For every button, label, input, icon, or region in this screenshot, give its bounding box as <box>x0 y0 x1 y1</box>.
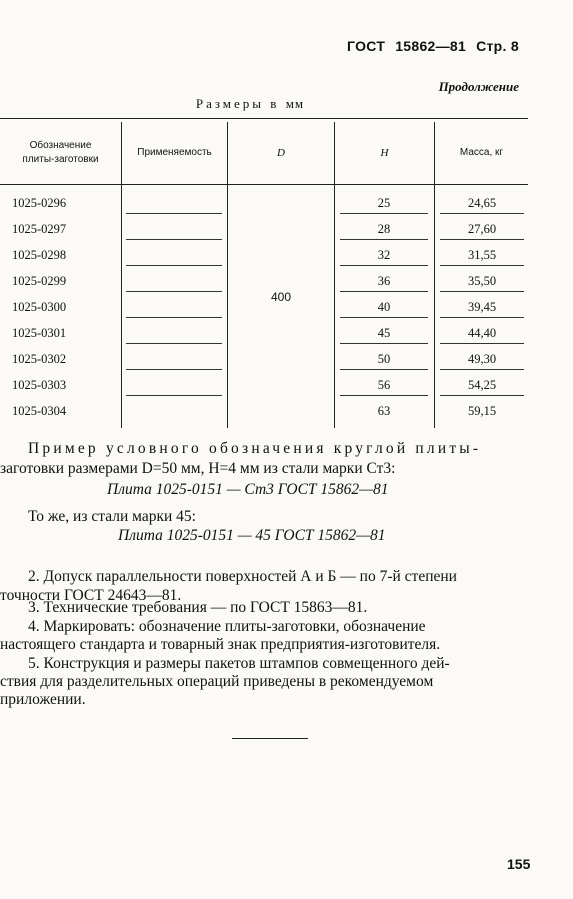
row-h: 36 <box>377 274 391 288</box>
row-code: 1025-0298 <box>12 248 67 262</box>
row-rule <box>440 291 524 292</box>
header-number: 15862—81 <box>395 38 467 54</box>
table-top-border <box>0 118 528 119</box>
row-h: 45 <box>377 326 391 340</box>
row-code: 1025-0303 <box>12 378 67 392</box>
row-h: 63 <box>377 404 391 418</box>
row-rule <box>126 317 222 318</box>
item-3: 3. Технические требования — по ГОСТ 15863—81. <box>28 599 368 616</box>
item-2-line-1: 2. Допуск параллельности поверхностей А и Б — по 7-й степени <box>28 568 457 585</box>
header-page: Стр. 8 <box>476 38 519 54</box>
row-h: 56 <box>377 378 391 392</box>
row-h: 50 <box>377 352 391 366</box>
row-rule <box>126 369 222 370</box>
row-h: 25 <box>377 196 391 210</box>
row-rule <box>440 317 524 318</box>
item-5-line-2: ствия для разделительных операций приведены в рекомендуемом <box>0 673 434 690</box>
example-lead-cont: заготовки размерами D=50 мм, H=4 мм из стали марки Ст3: <box>0 460 396 477</box>
item-2-line-2: точности ГОСТ 24643—81. <box>0 587 182 604</box>
row-code: 1025-0299 <box>12 274 67 288</box>
row-mass: 31,55 <box>467 248 497 262</box>
header-standard: ГОСТ <box>347 38 386 54</box>
col-header-d: D <box>277 147 285 159</box>
row-code: 1025-0297 <box>12 222 67 236</box>
item-4-line-2: настоящего стандарта и товарный знак предприятия-изготовителя. <box>0 636 441 653</box>
item-4-line-1: 4. Маркировать: обозначение плиты-заготовки, обозначение <box>28 618 426 635</box>
col-header-usage: Применяемость <box>137 147 212 158</box>
units-caption-unit: мм <box>285 96 305 111</box>
row-rule <box>126 343 222 344</box>
example-same: То же, из стали марки 45: <box>28 508 196 525</box>
row-h: 32 <box>377 248 391 262</box>
row-rule <box>440 213 524 214</box>
row-rule <box>440 395 524 396</box>
row-rule <box>340 369 428 370</box>
row-rule <box>340 265 428 266</box>
row-rule <box>340 239 428 240</box>
continuation-label: Продолжение <box>438 79 519 94</box>
units-caption-text: Размеры в <box>195 96 280 111</box>
item-5-line-3: приложении. <box>0 691 86 708</box>
col-header-mass: Масса, кг <box>459 147 504 158</box>
row-mass: 44,40 <box>467 326 497 340</box>
row-code: 1025-0301 <box>12 326 67 340</box>
formula-st3: Плита 1025-0151 — Ст3 ГОСТ 15862—81 <box>107 481 389 498</box>
end-separator <box>232 738 308 739</box>
row-code: 1025-0296 <box>12 196 67 210</box>
row-rule <box>126 291 222 292</box>
units-caption <box>0 96 500 112</box>
item-5-line-1: 5. Конструкция и размеры пакетов штампов совмещенного дей- <box>28 655 450 672</box>
d-value: 400 <box>270 290 292 304</box>
col-header-h: H <box>380 147 389 159</box>
row-rule <box>340 395 428 396</box>
formula-45: Плита 1025-0151 — 45 ГОСТ 15862—81 <box>118 527 386 544</box>
table-header-border <box>0 184 528 185</box>
row-code: 1025-0302 <box>12 352 67 366</box>
row-mass: 27,60 <box>467 222 497 236</box>
row-rule <box>340 317 428 318</box>
row-mass: 59,15 <box>467 404 497 418</box>
row-mass: 39,45 <box>467 300 497 314</box>
row-mass: 35,50 <box>467 274 497 288</box>
row-rule <box>340 343 428 344</box>
row-mass: 54,25 <box>467 378 497 392</box>
row-mass: 49,30 <box>467 352 497 366</box>
row-rule <box>126 395 222 396</box>
row-rule <box>126 265 222 266</box>
row-rule <box>126 213 222 214</box>
row-rule <box>440 265 524 266</box>
col-header-code: Обозначение плиты-заготовки <box>22 140 99 165</box>
row-rule <box>340 291 428 292</box>
row-code: 1025-0304 <box>12 404 67 418</box>
row-rule <box>440 343 524 344</box>
row-h: 40 <box>377 300 391 314</box>
row-rule <box>440 369 524 370</box>
page-number: 155 <box>507 856 531 872</box>
row-mass: 24,65 <box>467 196 497 210</box>
example-lead: Пример условного обозначения круглой плиты- <box>28 440 482 457</box>
row-code: 1025-0300 <box>12 300 67 314</box>
row-rule <box>340 213 428 214</box>
row-rule <box>440 239 524 240</box>
row-rule <box>126 239 222 240</box>
row-h: 28 <box>377 222 391 236</box>
page-header <box>347 38 519 54</box>
